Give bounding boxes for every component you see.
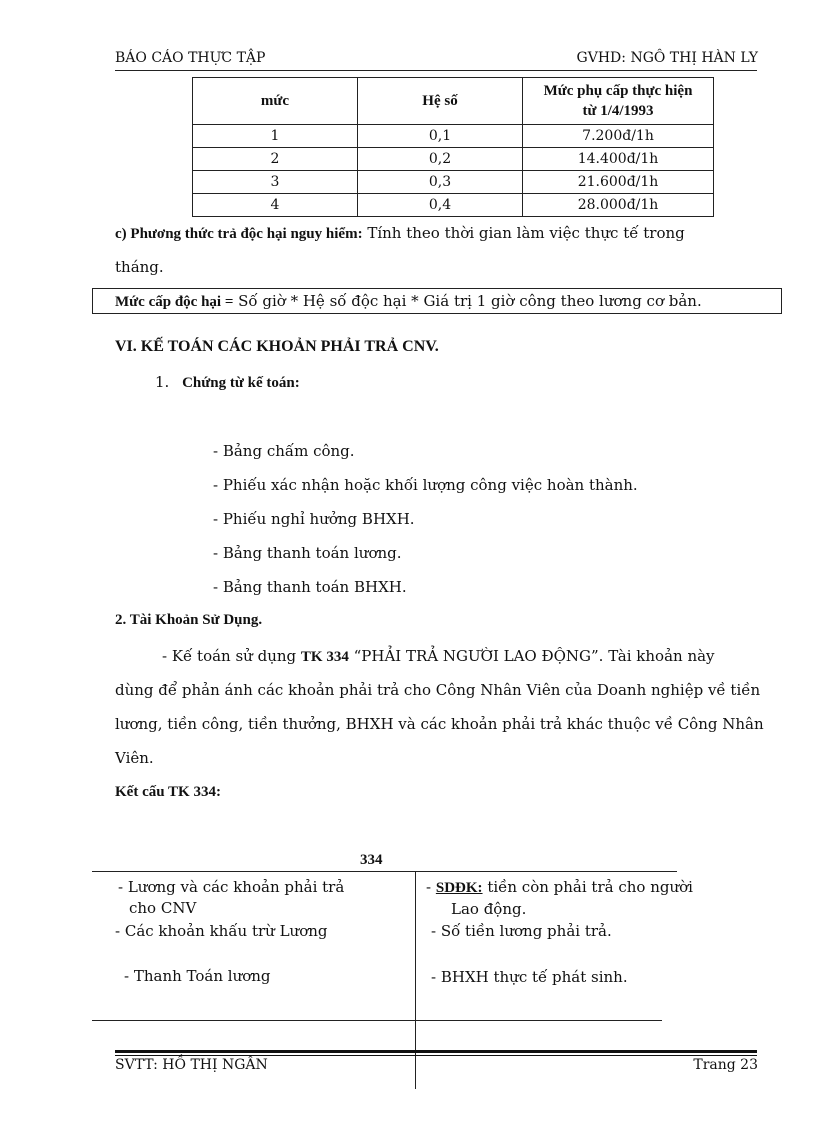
credit-opening-balance-text: tiền còn phải trả cho người bbox=[487, 878, 693, 896]
document-item: - Bảng chấm công. bbox=[213, 442, 355, 460]
document-item: - Phiếu nghỉ hưởng BHXH. bbox=[213, 510, 415, 528]
header-right: GVHD: NGÔ THỊ HÀN LY bbox=[576, 50, 758, 66]
subsection-2-title: 2. Tài Khoản Sử Dụng. bbox=[115, 612, 263, 628]
account-paragraph-line2: dùng để phản ánh các khoản phải trả cho Công Nhân Viên của Doanh nghiệp về tiền bbox=[115, 681, 761, 699]
table-cell: 0,3 bbox=[358, 171, 523, 194]
credit-opening-balance-label: SDĐK: bbox=[435, 880, 483, 896]
page-number: Trang 23 bbox=[693, 1057, 758, 1073]
table-row bbox=[193, 125, 714, 148]
credit-dash: - bbox=[426, 878, 432, 896]
account-paragraph-line1 bbox=[162, 646, 762, 667]
table-cell: 4 bbox=[193, 194, 358, 217]
credit-line: - BHXH thực tế phát sinh. bbox=[431, 968, 628, 986]
payment-method-text: Tính theo thời gian làm việc thực tế trong bbox=[367, 224, 685, 242]
table-cell: 1 bbox=[193, 125, 358, 148]
debit-line: cho CNV bbox=[129, 899, 197, 917]
payment-method-label: c) Phương thức trả độc hại nguy hiểm: bbox=[115, 226, 363, 242]
table-cell: 2 bbox=[193, 148, 358, 171]
footer-divider-thick bbox=[115, 1050, 757, 1053]
account-code: TK 334 bbox=[300, 649, 349, 665]
document-item: - Phiếu xác nhận hoặc khối lượng công việc hoàn thành. bbox=[213, 476, 638, 494]
table-header-row bbox=[193, 78, 714, 125]
debit-line: - Lương và các khoản phải trả bbox=[118, 878, 345, 896]
allowance-rate-table bbox=[192, 77, 714, 217]
structure-title: Kết cấu TK 334: bbox=[115, 784, 221, 800]
footer-divider-thin bbox=[115, 1055, 757, 1056]
formula-text: Số giờ * Hệ số độc hại * Giá trị 1 giờ công theo lương cơ bản. bbox=[238, 292, 702, 310]
table-cell: 0,4 bbox=[358, 194, 523, 217]
formula-line bbox=[115, 291, 775, 312]
section-title: VI. KẾ TOÁN CÁC KHOẢN PHẢI TRẢ CNV. bbox=[115, 338, 439, 355]
credit-line bbox=[426, 877, 693, 898]
table-cell: 3 bbox=[193, 171, 358, 194]
credit-line: Lao động. bbox=[451, 900, 527, 918]
header-divider bbox=[115, 70, 757, 71]
t-account-top-line bbox=[92, 871, 677, 872]
table-header-cell: mức bbox=[193, 78, 358, 125]
table-cell: 7.200đ/1h bbox=[523, 125, 714, 148]
header-left: BÁO CÁO THỰC TẬP bbox=[115, 50, 266, 66]
document-item: - Bảng thanh toán BHXH. bbox=[213, 578, 407, 596]
table-row bbox=[193, 148, 714, 171]
table-row bbox=[193, 171, 714, 194]
table-header-cell: Hệ số bbox=[358, 78, 523, 125]
table-row bbox=[193, 194, 714, 217]
subsection-1-title: Chứng từ kế toán: bbox=[182, 375, 300, 391]
table-cell: 0,1 bbox=[358, 125, 523, 148]
payment-method-line bbox=[115, 223, 760, 244]
credit-line: - Số tiền lương phải trả. bbox=[431, 922, 612, 940]
formula-label: Mức cấp độc hại = bbox=[115, 294, 234, 310]
debit-line: - Thanh Toán lương bbox=[124, 967, 271, 985]
account-paragraph-line3: lương, tiền công, tiền thưởng, BHXH và các khoản phải trả khác thuộc về Công Nhân bbox=[115, 715, 764, 733]
document-item: - Bảng thanh toán lương. bbox=[213, 544, 402, 562]
table-cell: 28.000đ/1h bbox=[523, 194, 714, 217]
t-account-bottom-line bbox=[92, 1020, 662, 1021]
table-header-cell: Mức phụ cấp thực hiện từ 1/4/1993 bbox=[523, 78, 714, 125]
table-cell: 14.400đ/1h bbox=[523, 148, 714, 171]
table-cell: 0,2 bbox=[358, 148, 523, 171]
account-paragraph-line4: Viên. bbox=[115, 749, 154, 767]
debit-line: - Các khoản khấu trừ Lương bbox=[115, 922, 328, 940]
payment-method-continuation: tháng. bbox=[115, 258, 164, 276]
table-cell: 21.600đ/1h bbox=[523, 171, 714, 194]
account-prefix: - Kế toán sử dụng bbox=[162, 647, 297, 665]
subsection-1-number: 1. bbox=[155, 373, 170, 391]
footer-left: SVTT: HỒ THỊ NGÂN bbox=[115, 1057, 268, 1073]
subsection-1 bbox=[155, 372, 300, 393]
t-account-name: 334 bbox=[360, 852, 383, 868]
account-after: “PHẢI TRẢ NGƯỜI LAO ĐỘNG”. Tài khoản này bbox=[353, 647, 715, 665]
t-account-divider bbox=[415, 871, 416, 1089]
